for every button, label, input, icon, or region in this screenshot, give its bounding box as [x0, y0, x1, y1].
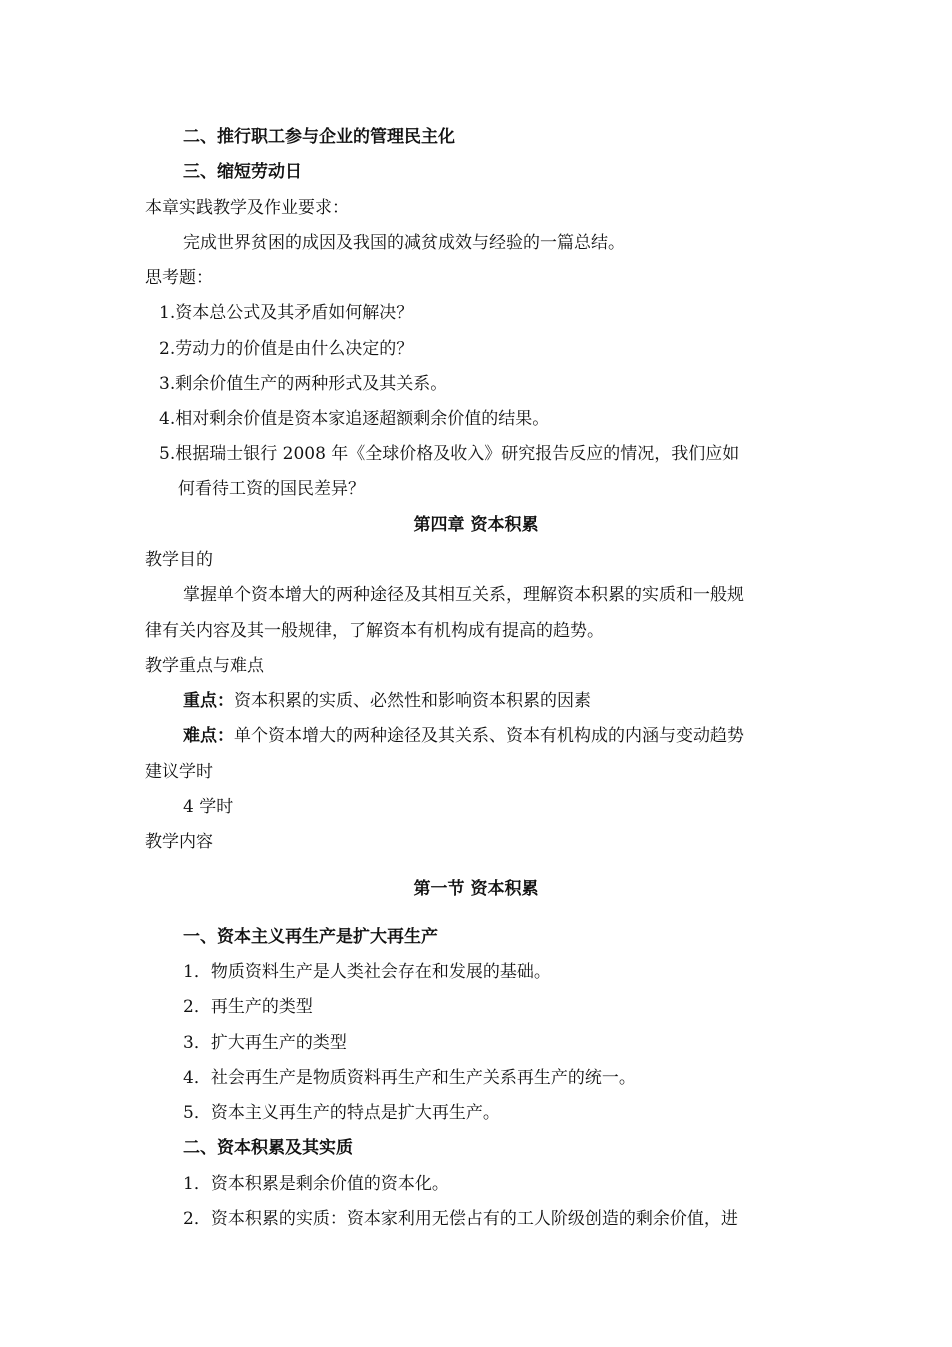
hours-label: 建议学时	[145, 762, 213, 782]
list-item: 2．资本积累的实质：资本家利用无偿占有的工人阶级创造的剩余价值，进	[183, 1209, 738, 1229]
list-item: 2．再生产的类型	[183, 997, 313, 1017]
question-item: 1.资本总公式及其矛盾如何解决？	[159, 303, 414, 323]
difficulty-text: 单个资本增大的两种途径及其关系、资本有机构成的内涵与变动趋势	[234, 726, 744, 746]
practice-label: 本章实践教学及作业要求：	[145, 198, 349, 218]
key-point-label: 重点：	[183, 691, 234, 711]
heading-item-3: 三、缩短劳动日	[183, 162, 302, 182]
question-item-continued: 何看待工资的国民差异？	[178, 479, 365, 499]
key-point-text: 资本积累的实质、必然性和影响资本积累的因素	[234, 691, 591, 711]
list-item: 1．物质资料生产是人类社会存在和发展的基础。	[183, 962, 551, 982]
content-label: 教学内容	[145, 832, 213, 852]
question-item: 5.根据瑞士银行 2008 年《全球价格及收入》研究报告反应的情况，我们应如	[159, 444, 740, 464]
heading-item-2: 二、推行职工参与企业的管理民主化	[183, 127, 455, 147]
goal-text-continued: 律有关内容及其一般规律，了解资本有机构成有提高的趋势。	[145, 621, 604, 641]
practice-text: 完成世界贫困的成因及我国的减贫成效与经验的一篇总结。	[183, 233, 625, 253]
goal-label: 教学目的	[145, 550, 213, 570]
difficulty-point	[183, 724, 744, 748]
section-title: 第一节 资本积累	[413, 879, 539, 899]
question-item: 3.剩余价值生产的两种形式及其关系。	[159, 374, 448, 394]
hours-value: 4 学时	[183, 797, 234, 817]
goal-text: 掌握单个资本增大的两种途径及其相互关系，理解资本积累的实质和一般规	[183, 585, 744, 605]
part-2-title: 二、资本积累及其实质	[183, 1138, 353, 1158]
key-point	[183, 689, 591, 713]
chapter-title: 第四章 资本积累	[413, 515, 539, 535]
part-1-title: 一、资本主义再生产是扩大再生产	[183, 927, 438, 947]
list-item: 3．扩大再生产的类型	[183, 1033, 347, 1053]
list-item: 1．资本积累是剩余价值的资本化。	[183, 1174, 449, 1194]
question-item: 4.相对剩余价值是资本家追逐超额剩余价值的结果。	[159, 409, 550, 429]
difficulty-label: 难点：	[183, 726, 234, 746]
list-item: 4．社会再生产是物质资料再生产和生产关系再生产的统一。	[183, 1068, 636, 1088]
questions-label: 思考题：	[145, 268, 213, 288]
list-item: 5．资本主义再生产的特点是扩大再生产。	[183, 1103, 500, 1123]
question-item: 2.劳动力的价值是由什么决定的？	[159, 339, 414, 359]
focus-label: 教学重点与难点	[145, 656, 264, 676]
